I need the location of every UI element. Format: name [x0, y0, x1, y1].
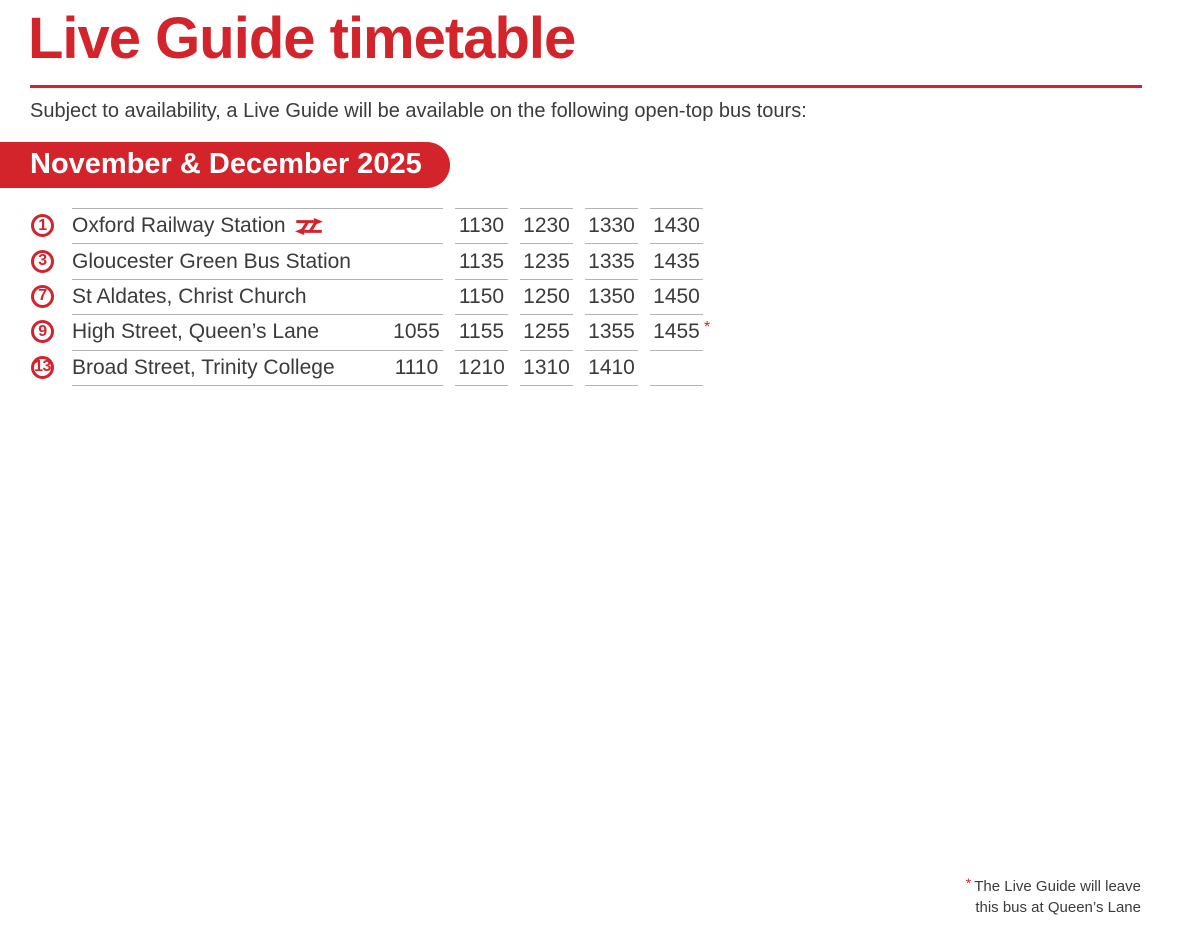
timetable — [30, 208, 711, 385]
stop-number-badge: 9 — [31, 320, 54, 343]
bottom-line-segment — [72, 385, 390, 386]
time-cell: 1350 — [585, 279, 638, 314]
time-cell: 1250 — [520, 279, 573, 314]
bottom-line-segment — [390, 385, 443, 386]
time-cell — [390, 243, 443, 278]
stop-row — [30, 279, 703, 314]
subtitle: Subject to availability, a Live Guide will be available on the following open-top bus tours: — [30, 100, 807, 122]
stop-name-cell — [72, 208, 390, 243]
time-cell: 1335 — [585, 243, 638, 278]
title-divider — [30, 85, 1142, 88]
stop-number-badge: 7 — [31, 285, 54, 308]
page-title: Live Guide timetable — [28, 6, 576, 71]
month-banner — [0, 142, 450, 188]
footnote-line1: The Live Guide will leave — [974, 878, 1141, 895]
time-cell: 1410 — [585, 350, 638, 385]
stop-name: Broad Street, Trinity College — [72, 355, 335, 379]
time-value: 1455 — [653, 320, 700, 344]
stop-number-badge: 3 — [31, 250, 54, 273]
time-cell: 1430 — [650, 208, 703, 243]
stop-name: St Aldates, Christ Church — [72, 284, 307, 308]
time-cell: 1450 — [650, 279, 703, 314]
time-cell: 1130 — [455, 208, 508, 243]
bottom-line-segment — [520, 385, 573, 386]
stop-row — [30, 243, 703, 278]
stop-name-cell — [72, 243, 390, 278]
time-cell: 1330 — [585, 208, 638, 243]
stop-name: Gloucester Green Bus Station — [72, 249, 351, 273]
time-cell — [650, 350, 703, 385]
stop-row — [30, 314, 711, 349]
time-cell — [390, 279, 443, 314]
stop-name: Oxford Railway Station — [72, 214, 286, 238]
footnote-asterisk: * — [965, 875, 972, 891]
time-cell — [390, 208, 443, 243]
time-cell: 1235 — [520, 243, 573, 278]
stop-number-cell — [30, 314, 72, 349]
time-cell: 1310 — [520, 350, 573, 385]
stop-number-cell — [30, 279, 72, 314]
time-cell: 1210 — [455, 350, 508, 385]
bottom-line-segment — [585, 385, 638, 386]
time-footnote-asterisk: * — [704, 319, 711, 337]
stop-row — [30, 208, 703, 243]
time-cell: 1055 — [390, 314, 443, 349]
time-cell: 1155 — [455, 314, 508, 349]
time-cell: 1255 — [520, 314, 573, 349]
stop-number-badge: 1 — [31, 214, 54, 237]
stop-number-cell — [30, 350, 72, 385]
stop-name: High Street, Queen’s Lane — [72, 320, 320, 344]
stop-name-cell — [72, 350, 390, 385]
time-cell: 1135 — [455, 243, 508, 278]
footnote — [966, 876, 1141, 918]
time-cell: 1355 — [585, 314, 638, 349]
time-cell: 1150 — [455, 279, 508, 314]
month-banner-label: November & December 2025 — [30, 148, 422, 180]
bottom-line-segment — [650, 385, 703, 386]
national-rail-icon — [295, 218, 323, 235]
stop-name-cell — [72, 279, 390, 314]
time-cell: 1230 — [520, 208, 573, 243]
time-cell: 1110 — [390, 350, 443, 385]
time-cell — [650, 314, 711, 349]
time-cell: 1435 — [650, 243, 703, 278]
stop-name-cell — [72, 314, 390, 349]
stop-number-cell — [30, 243, 72, 278]
stop-row — [30, 350, 703, 385]
stop-number-cell — [30, 208, 72, 243]
footnote-line2: this bus at Queen’s Lane — [975, 899, 1141, 916]
bottom-line-segment — [455, 385, 508, 386]
stop-number-badge: 13 — [31, 356, 54, 379]
